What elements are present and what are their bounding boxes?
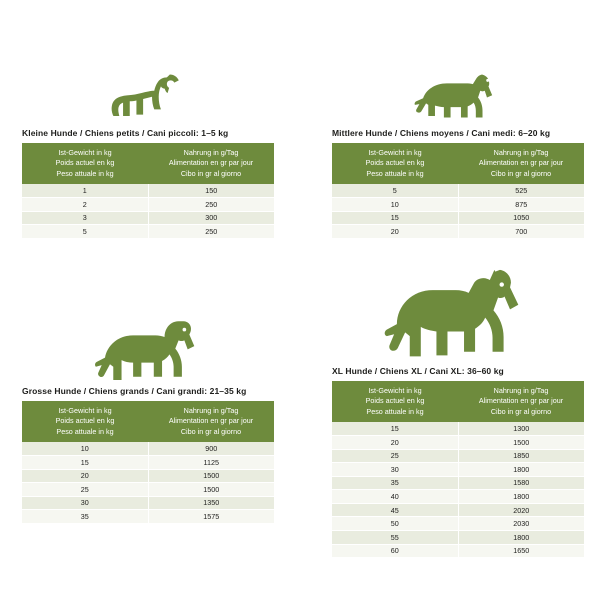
medium-dog-icon-wrap: [332, 70, 584, 122]
header-food-it: Cibo in gr al giorno: [490, 168, 552, 178]
table-row: [22, 442, 274, 455]
panel-large-dogs: [22, 318, 274, 523]
table-row: [332, 449, 584, 463]
header-weight-it: Peso attuale in kg: [56, 168, 114, 178]
panel-title-medium: Mittlere Hunde / Chiens moyens / Cani medi: 6–20 kg: [332, 128, 551, 138]
table-row: [332, 490, 584, 504]
table-header-row: [22, 401, 274, 442]
table-row: [332, 463, 584, 477]
table-row: [332, 422, 584, 435]
cell-food: 1575: [148, 510, 274, 523]
table-row: [332, 211, 584, 225]
header-food-de: Nahrung in g/Tag: [493, 148, 549, 157]
cell-food: 2030: [458, 517, 584, 531]
header-food-it: Cibo in gr al giorno: [490, 406, 552, 416]
cell-weight: 60: [332, 544, 458, 557]
table-row: [22, 469, 274, 483]
header-weight-it: Peso attuale in kg: [366, 168, 424, 178]
cell-food: 2020: [458, 503, 584, 517]
cell-weight: 15: [332, 422, 458, 435]
header-food-de: Nahrung in g/Tag: [183, 148, 239, 157]
table-small-dogs: [22, 143, 274, 238]
table-medium-dogs: [332, 143, 584, 238]
cell-food: 1500: [148, 483, 274, 497]
cell-weight: 10: [22, 442, 148, 455]
cell-weight: 5: [332, 184, 458, 197]
medium-dog-icon: [406, 70, 510, 122]
xl-dog-icon-wrap: [332, 268, 584, 360]
cell-weight: 15: [332, 211, 458, 225]
cell-weight: 25: [332, 449, 458, 463]
cell-weight: 1: [22, 184, 148, 197]
table-row: [332, 517, 584, 531]
header-food-fr: Alimentation en gr par jour: [168, 158, 254, 168]
header-weight-fr: Poids actuel en kg: [365, 158, 425, 168]
header-food-it: Cibo in gr al giorno: [180, 426, 242, 436]
header-weight-de: Ist-Gewicht in kg: [368, 148, 422, 157]
cell-weight: 25: [22, 483, 148, 497]
header-weight: [22, 143, 148, 184]
header-food-fr: Alimentation en gr par jour: [168, 416, 254, 426]
table-row: [332, 476, 584, 490]
cell-weight: 20: [22, 469, 148, 483]
cell-food: 1800: [458, 463, 584, 477]
header-weight-it: Peso attuale in kg: [56, 426, 114, 436]
cell-weight: 10: [332, 197, 458, 211]
cell-weight: 30: [332, 463, 458, 477]
header-weight-fr: Poids actuel en kg: [365, 396, 425, 406]
header-food-it: Cibo in gr al giorno: [180, 168, 242, 178]
cell-weight: 45: [332, 503, 458, 517]
cell-weight: 40: [332, 490, 458, 504]
cell-food: 900: [148, 442, 274, 455]
cell-weight: 5: [22, 225, 148, 238]
header-food-de: Nahrung in g/Tag: [493, 386, 549, 395]
header-food: [148, 143, 274, 184]
large-dog-icon-wrap: [22, 318, 274, 380]
panel-title-large: Grosse Hunde / Chiens grands / Cani grandi: 21–35 kg: [22, 386, 247, 396]
panel-title-xl: XL Hunde / Chiens XL / Cani XL: 36–60 kg: [332, 366, 504, 376]
table-header-row: [22, 143, 274, 184]
cell-weight: 3: [22, 211, 148, 225]
cell-food: 1050: [458, 211, 584, 225]
header-food: [458, 143, 584, 184]
table-row: [332, 197, 584, 211]
cell-food: 1800: [458, 490, 584, 504]
table-row: [332, 184, 584, 197]
cell-weight: 50: [332, 517, 458, 531]
cell-weight: 20: [332, 225, 458, 238]
cell-food: 1500: [458, 435, 584, 449]
header-food-fr: Alimentation en gr par jour: [478, 396, 564, 406]
cell-food: 250: [148, 225, 274, 238]
header-weight: [332, 381, 458, 422]
table-row: [22, 225, 274, 238]
cell-food: 1650: [458, 544, 584, 557]
table-row: [22, 455, 274, 469]
table-row: [22, 211, 274, 225]
cell-food: 875: [458, 197, 584, 211]
header-weight: [22, 401, 148, 442]
cell-food: 1580: [458, 476, 584, 490]
header-weight-de: Ist-Gewicht in kg: [368, 386, 422, 395]
cell-food: 1500: [148, 469, 274, 483]
header-food: [148, 401, 274, 442]
table-row: [22, 510, 274, 523]
panel-medium-dogs: [332, 70, 584, 238]
table-header-row: [332, 381, 584, 422]
header-food-fr: Alimentation en gr par jour: [478, 158, 564, 168]
large-dog-icon: [86, 318, 210, 380]
panel-xl-dogs: [332, 268, 584, 557]
table-row: [332, 531, 584, 545]
header-weight-de: Ist-Gewicht in kg: [58, 148, 112, 157]
header-food-de: Nahrung in g/Tag: [183, 406, 239, 415]
cell-weight: 2: [22, 197, 148, 211]
cell-food: 300: [148, 211, 274, 225]
small-dog-icon-wrap: [22, 70, 274, 122]
header-weight-fr: Poids actuel en kg: [55, 416, 115, 426]
cell-food: 1850: [458, 449, 584, 463]
cell-weight: 55: [332, 531, 458, 545]
table-large-dogs: [22, 401, 274, 523]
cell-food: 1300: [458, 422, 584, 435]
table-row: [332, 225, 584, 238]
header-weight-it: Peso attuale in kg: [366, 406, 424, 416]
small-dog-icon: [103, 70, 192, 122]
cell-food: 1800: [458, 531, 584, 545]
panel-title-small: Kleine Hunde / Chiens petits / Cani piccoli: 1–5 kg: [22, 128, 229, 138]
cell-food: 525: [458, 184, 584, 197]
cell-food: 1125: [148, 455, 274, 469]
table-row: [22, 483, 274, 497]
cell-weight: 15: [22, 455, 148, 469]
table-row: [22, 496, 274, 510]
table-row: [22, 197, 274, 211]
cell-food: 250: [148, 197, 274, 211]
header-weight-fr: Poids actuel en kg: [55, 158, 115, 168]
cell-weight: 30: [22, 496, 148, 510]
table-row: [332, 435, 584, 449]
header-weight-de: Ist-Gewicht in kg: [58, 406, 112, 415]
table-row: [332, 544, 584, 557]
panel-small-dogs: [22, 70, 274, 238]
xl-dog-icon: [384, 268, 531, 360]
cell-food: 1350: [148, 496, 274, 510]
table-row: [332, 503, 584, 517]
cell-food: 150: [148, 184, 274, 197]
cell-food: 700: [458, 225, 584, 238]
table-row: [22, 184, 274, 197]
cell-weight: 35: [22, 510, 148, 523]
cell-weight: 20: [332, 435, 458, 449]
header-weight: [332, 143, 458, 184]
header-food: [458, 381, 584, 422]
table-header-row: [332, 143, 584, 184]
cell-weight: 35: [332, 476, 458, 490]
table-xl-dogs: [332, 381, 584, 557]
